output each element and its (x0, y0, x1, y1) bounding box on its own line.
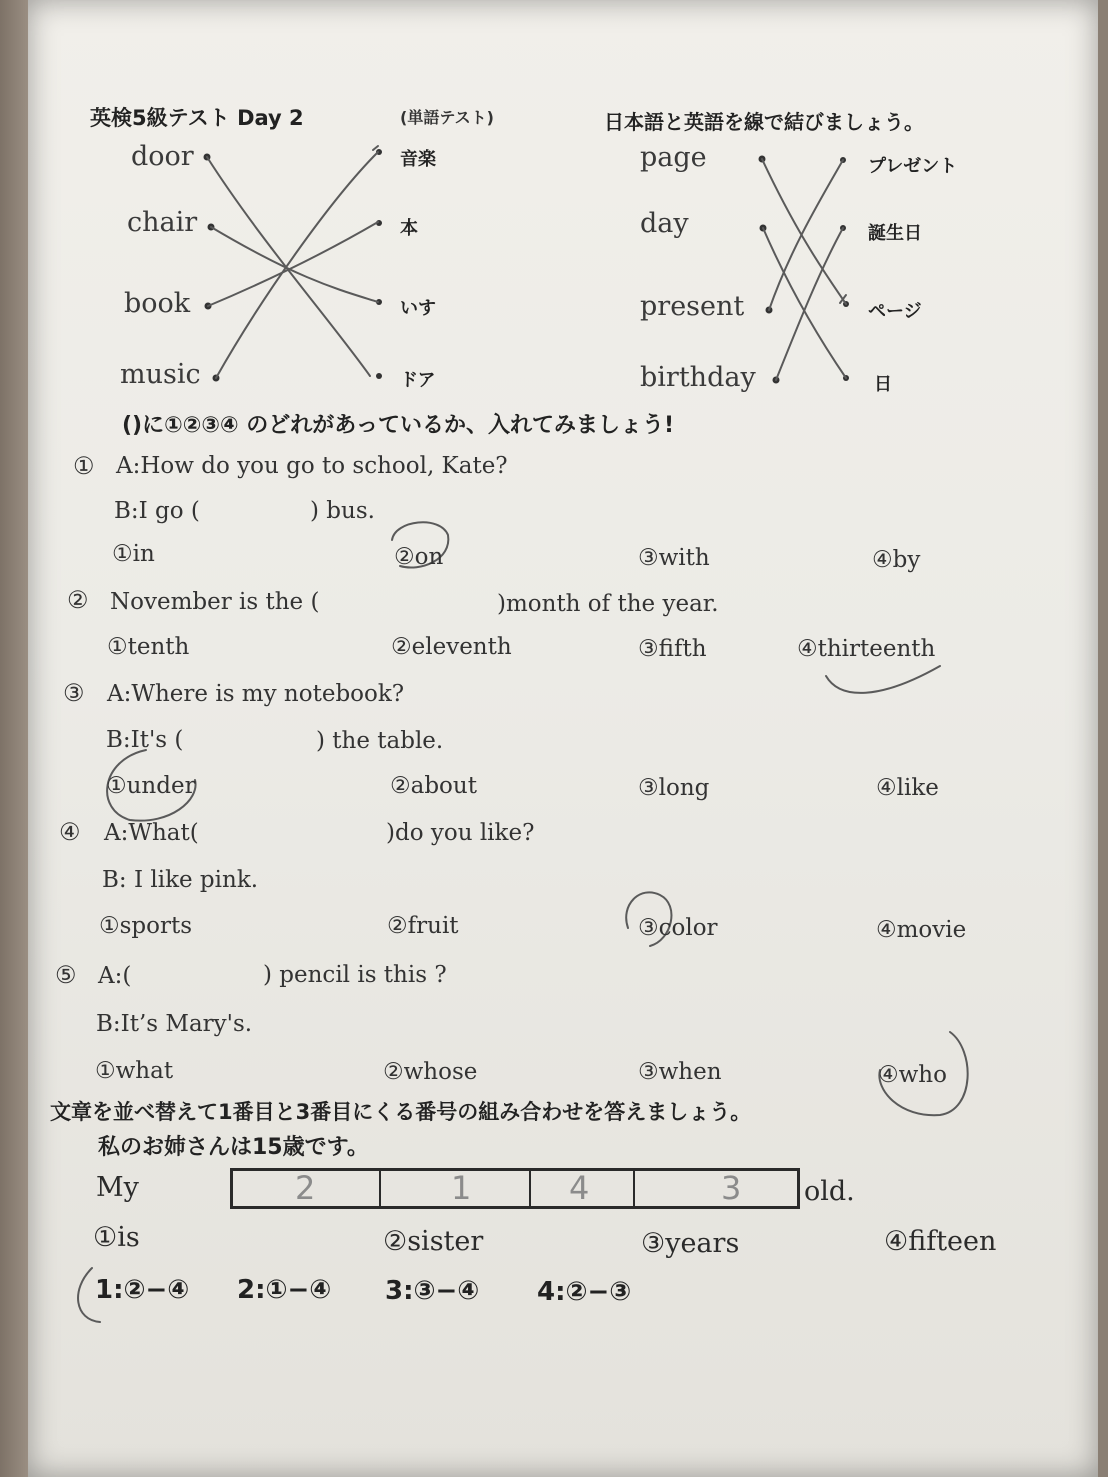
match-left-en-1: door (131, 141, 194, 172)
match-left-jp-4: ドア (400, 370, 436, 391)
reorder-option-2: ②sister (383, 1226, 484, 1257)
q1-option-3: ③with (638, 545, 710, 571)
q3-option-2: ②about (390, 773, 477, 799)
q4-number: ④ (59, 818, 81, 846)
match-left-jp-2: 本 (400, 218, 418, 239)
q1-option-2: ②on (394, 544, 444, 570)
answer-box-4[interactable] (635, 1171, 797, 1206)
answer-box-1[interactable] (233, 1171, 381, 1206)
q4-line1-end: )do you like? (386, 820, 535, 846)
match-left-jp-3: いす (400, 298, 436, 319)
q1-option-1: ①in (112, 541, 155, 567)
test-subtitle: (単語テスト) (400, 108, 494, 127)
q4-line2: B: I like pink. (102, 867, 259, 893)
q5-option-3: ③when (638, 1059, 722, 1085)
q5-line2: B:It’s Mary's. (96, 1011, 253, 1037)
q4-line1-start: A:What( (104, 820, 199, 846)
match-left-en-2: chair (127, 207, 198, 238)
q5-line1-start: A:( (98, 963, 132, 989)
answer-prefix: My (96, 1172, 139, 1203)
combo-choice-2: 2:①−④ (237, 1275, 332, 1305)
match-left-jp-1: 音楽 (400, 149, 436, 170)
matching-instruction: 日本語と英語を線で結びましょう。 (604, 110, 924, 134)
q3-line2-start: B:It's ( (106, 727, 184, 753)
q2-option-3: ③fifth (638, 636, 707, 662)
test-title: 英検5級テスト Day 2 (90, 106, 304, 130)
handwritten-answer-2: 1 (451, 1169, 472, 1207)
match-right-en-3: present (640, 291, 745, 322)
answer-box-2[interactable] (381, 1171, 531, 1206)
q3-option-1: ①under (106, 773, 196, 799)
q5-number: ⑤ (55, 961, 77, 989)
answer-box-3[interactable] (531, 1171, 635, 1206)
reorder-option-3: ③years (641, 1228, 740, 1259)
section3-sentence: 私のお姉さんは15歳です。 (98, 1135, 369, 1160)
match-left-en-3: book (124, 288, 191, 319)
q1-line2-end: ) bus. (310, 498, 375, 524)
handwritten-answer-3: 4 (569, 1169, 590, 1207)
match-right-en-1: page (640, 142, 707, 173)
q3-line1: A:Where is my notebook? (107, 681, 405, 707)
match-right-jp-3: ページ (868, 301, 922, 322)
reorder-option-1: ①is (93, 1222, 140, 1253)
handwritten-answer-1: 2 (295, 1169, 316, 1207)
combo-choice-1: 1:②−④ (95, 1275, 190, 1305)
q1-number: ① (73, 452, 95, 480)
q3-option-3: ③long (638, 775, 710, 801)
match-left-en-4: music (120, 359, 201, 390)
q4-option-3: ③color (638, 915, 718, 941)
q5-option-4: ④who (878, 1062, 947, 1088)
q1-option-4: ④by (872, 547, 921, 573)
section3-instruction: 文章を並べ替えて1番目と3番目にくる番号の組み合わせを答えましょう。 (50, 1100, 752, 1124)
q2-option-1: ①tenth (107, 634, 190, 660)
q2-option-4: ④thirteenth (797, 636, 936, 662)
q5-option-1: ①what (95, 1058, 174, 1084)
combo-choice-4: 4:②−③ (537, 1277, 632, 1307)
combo-choice-3: 3:③−④ (385, 1276, 480, 1306)
q5-line1-end: ) pencil is this ? (263, 962, 447, 988)
q5-option-2: ②whose (383, 1059, 478, 1085)
q3-line2-end: ) the table. (316, 728, 444, 754)
q1-line2-start: B:I go ( (114, 498, 200, 524)
q3-option-4: ④like (876, 775, 939, 801)
match-right-jp-1: プレゼント (868, 156, 958, 177)
match-right-jp-2: 誕生日 (868, 223, 922, 244)
match-right-jp-4: 日 (874, 374, 892, 395)
q2-line1-end: )month of the year. (497, 591, 719, 617)
q2-option-2: ②eleventh (391, 634, 512, 660)
reorder-option-4: ④fifteen (884, 1226, 997, 1257)
q4-option-4: ④movie (876, 917, 967, 943)
q4-option-2: ②fruit (387, 913, 459, 939)
handwritten-answer-4: 3 (721, 1169, 742, 1207)
answer-boxes[interactable] (230, 1168, 800, 1209)
q2-number: ② (67, 586, 89, 614)
match-right-en-4: birthday (640, 362, 756, 393)
section2-instruction: ()に①②③④ のどれがあっているか、入れてみましょう! (122, 413, 675, 438)
q1-line1: A:How do you go to school, Kate? (116, 453, 508, 479)
q3-number: ③ (63, 679, 85, 707)
answer-suffix: old. (804, 1176, 855, 1207)
q2-line1-start: November is the ( (110, 589, 320, 615)
q4-option-1: ①sports (99, 913, 193, 939)
match-right-en-2: day (640, 208, 689, 239)
